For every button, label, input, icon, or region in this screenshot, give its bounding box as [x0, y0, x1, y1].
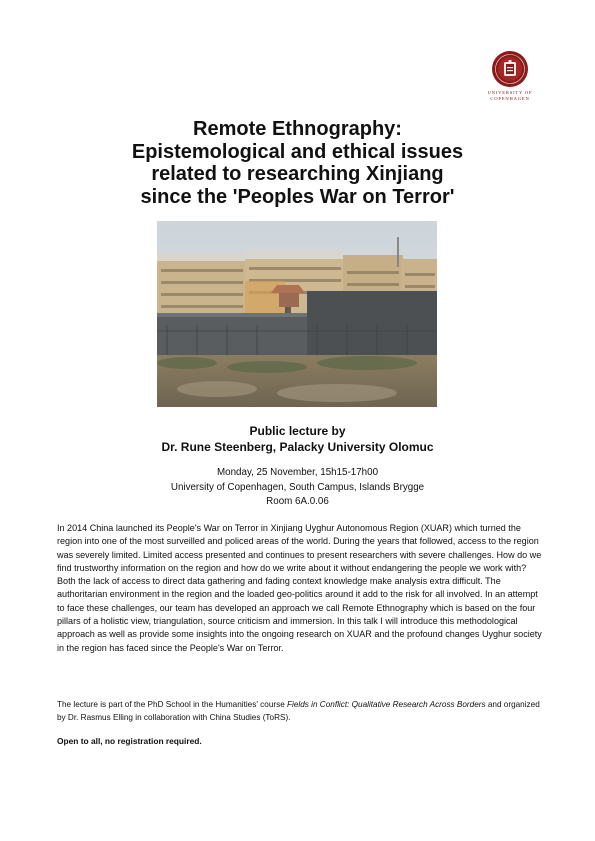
- page-title: [40, 118, 555, 208]
- title-line-1: Remote Ethnography:: [193, 118, 402, 140]
- event-datetime: Monday, 25 November, 15h15-17h00: [216, 467, 379, 478]
- event-details: [40, 466, 555, 510]
- course-name: Fields in Conflict: Qualitative Research Across Borders: [287, 700, 486, 709]
- event-room: Room 6A.0.06: [266, 496, 329, 507]
- title-line-3: related to researching Xinjiang: [151, 163, 444, 185]
- course-note-after: and organized by Dr. Rasmus Elling in collaboration with China Studies (ToRS).: [57, 700, 540, 722]
- university-logo: [480, 50, 540, 102]
- university-seal-icon: [491, 50, 529, 88]
- abstract-paragraph: In 2014 China launched its People's War on Terror in Xinjiang Uyghur Autonomous Region (XUAR) which turned the region into one of the most surveilled and policed areas of the world. During the years that followed, access to the region was severely limited. Limited access presented and continues to present researchers with severe challenges. How do we find trustworthy information on the region and how do we write about it without endangering the people we work with? Both the lack of access to direct data gathering and fading context knowledge make analysis extra difficult. The authoritarian environment in the region and the loaded geo-politics around it add to the risk for all involved. In an attempt to face these challenges, our team has developed an approach we call Remote Ethnography which is based on the four pillars of a holistic view, triangulation, source criticism and immersion. In this talk I will introduce this methodological approach as well as provide some insights into the ongoing research on XUAR and the profound changes Uyghur society in the region has faced since the People's War on Terror.: [57, 523, 542, 653]
- facility-photo: [157, 221, 437, 407]
- speaker-name: Dr. Rune Steenberg, Palacky University Olomuc: [161, 440, 434, 454]
- course-note: [57, 699, 543, 724]
- title-line-2: Epistemological and ethical issues: [131, 140, 464, 163]
- lecture-label: Public lecture by: [249, 424, 346, 438]
- event-venue: University of Copenhagen, South Campus, Islands Brygge: [170, 481, 425, 493]
- logo-text-line1: UNIVERSITY OF: [487, 90, 533, 95]
- logo-text-line2: COPENHAGEN: [490, 96, 530, 101]
- lecture-heading: [40, 423, 555, 455]
- title-line-4: since the 'Peoples War on Terror': [140, 185, 455, 208]
- open-notice: Open to all, no registration required.: [57, 736, 202, 746]
- course-note-before: The lecture is part of the PhD School in the Humanities' course: [57, 700, 288, 709]
